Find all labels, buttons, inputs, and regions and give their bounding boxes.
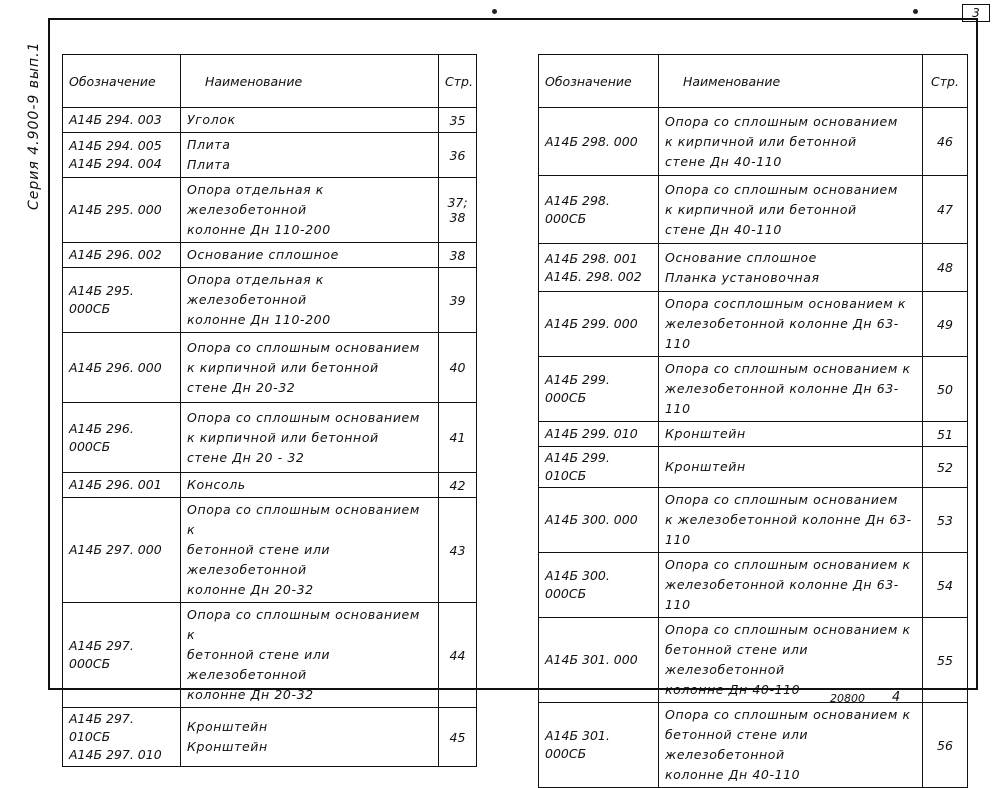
row-name: Уголок — [181, 108, 439, 133]
row-page: 51 — [923, 422, 968, 447]
row-designation: А14Б 299. 010СБ — [539, 447, 659, 488]
row-name: Опора со сплошным основанием к бетонной стене или железобетонной колонне Дн 20-32 — [181, 498, 439, 603]
row-name: Опора со сплошным основанием к кирпичной или бетонной стене Дн 20-32 — [181, 333, 439, 403]
row-page: 49 — [923, 292, 968, 357]
header-designation: Обозначение — [539, 55, 659, 108]
table-row — [63, 268, 477, 333]
row-designation: А14Б 300. 000 — [539, 488, 659, 553]
contents-table-left — [62, 54, 477, 767]
row-designation: А14Б 299. 000 — [539, 292, 659, 357]
row-designation: А14Б 297. 010СБ А14Б 297. 010 — [63, 708, 181, 767]
row-designation: А14Б 296. 002 — [63, 243, 181, 268]
row-page: 47 — [923, 176, 968, 244]
page-number: 3 — [962, 4, 990, 22]
row-page: 55 — [923, 618, 968, 703]
row-page: 42 — [439, 473, 477, 498]
punch-mark — [913, 9, 918, 14]
row-name: Консоль — [181, 473, 439, 498]
row-name: Кронштейн — [659, 422, 923, 447]
row-designation: А14Б 299. 000СБ — [539, 357, 659, 422]
row-name: Кронштейн Кронштейн — [181, 708, 439, 767]
row-name: Опора со сплошным основанием к кирпичной или бетонной стене Дн 40-110 — [659, 108, 923, 176]
row-page: 39 — [439, 268, 477, 333]
row-page: 56 — [923, 703, 968, 788]
header-name: Наименование — [181, 55, 439, 108]
row-designation: А14Б 301. 000 — [539, 618, 659, 703]
table-row — [63, 498, 477, 603]
row-designation: А14Б 297. 000 — [63, 498, 181, 603]
row-name: Опора со сплошным основанием к бетонной стене или железобетонной колонне Дн 20-32 — [181, 603, 439, 708]
header-page: Стр. — [439, 55, 477, 108]
row-name: Опора со сплошным основанием к железобетонной колонне Дн 63-110 — [659, 488, 923, 553]
table-row — [63, 133, 477, 178]
table-header — [63, 55, 477, 108]
table-row — [63, 708, 477, 767]
row-page: 37; 38 — [439, 178, 477, 243]
row-page: 48 — [923, 244, 968, 292]
row-name: Опора со сплошным основанием к бетонной стене или железобетонной колонне Дн 40-110 — [659, 703, 923, 788]
row-page: 35 — [439, 108, 477, 133]
row-name: Опора со сплошным основанием к кирпичной или бетонной стене Дн 20 - 32 — [181, 403, 439, 473]
table-row — [539, 447, 968, 488]
row-designation: А14Б 295. 000 — [63, 178, 181, 243]
row-page: 38 — [439, 243, 477, 268]
header-page: Стр. — [923, 55, 968, 108]
row-name: Основание сплошное Планка установочная — [659, 244, 923, 292]
row-page: 52 — [923, 447, 968, 488]
row-designation: А14Б 296. 000СБ — [63, 403, 181, 473]
table-row — [539, 244, 968, 292]
table-row — [539, 422, 968, 447]
table-row — [63, 333, 477, 403]
row-page: 53 — [923, 488, 968, 553]
row-name: Опора со сплошным основанием к железобетонной колонне Дн 63-110 — [659, 553, 923, 618]
row-designation: А14Б 296. 000 — [63, 333, 181, 403]
table-row — [539, 357, 968, 422]
row-page: 40 — [439, 333, 477, 403]
row-name: Опора сосплошным основанием к железобетонной колонне Дн 63-110 — [659, 292, 923, 357]
row-name: Опора со сплошным основанием к кирпичной или бетонной стене Дн 40-110 — [659, 176, 923, 244]
contents-table-right — [538, 54, 968, 788]
series-label: Серия 4.900-9 вып.1 — [26, 41, 42, 210]
row-designation: А14Б 294. 005 А14Б 294. 004 — [63, 133, 181, 178]
table-row — [63, 473, 477, 498]
row-designation: А14Б 298. 000СБ — [539, 176, 659, 244]
row-designation: А14Б 296. 001 — [63, 473, 181, 498]
row-page: 41 — [439, 403, 477, 473]
header-designation: Обозначение — [63, 55, 181, 108]
table-header — [539, 55, 968, 108]
table-row — [539, 488, 968, 553]
footer-code: 20800 — [830, 692, 865, 705]
row-page: 36 — [439, 133, 477, 178]
table-row — [539, 108, 968, 176]
row-page: 45 — [439, 708, 477, 767]
row-page: 43 — [439, 498, 477, 603]
row-name: Опора отдельная к железобетонной колонне Дн 110-200 — [181, 268, 439, 333]
table-row — [539, 176, 968, 244]
row-designation: А14Б 299. 010 — [539, 422, 659, 447]
row-designation: А14Б 301. 000СБ — [539, 703, 659, 788]
row-name: Опора со сплошным основанием к железобетонной колонне Дн 63-110 — [659, 357, 923, 422]
row-page: 46 — [923, 108, 968, 176]
row-designation: А14Б 294. 003 — [63, 108, 181, 133]
row-name: Кронштейн — [659, 447, 923, 488]
table-row — [63, 243, 477, 268]
table-row — [539, 618, 968, 703]
row-designation: А14Б 298. 001 А14Б. 298. 002 — [539, 244, 659, 292]
punch-mark — [492, 9, 497, 14]
row-name: Плита Плита — [181, 133, 439, 178]
row-designation: А14Б 300. 000СБ — [539, 553, 659, 618]
row-page: 44 — [439, 603, 477, 708]
row-page: 50 — [923, 357, 968, 422]
footer-sheet: 4 — [892, 690, 901, 705]
row-designation: А14Б 298. 000 — [539, 108, 659, 176]
table-row — [63, 178, 477, 243]
table-row — [63, 108, 477, 133]
row-name: Основание сплошное — [181, 243, 439, 268]
row-name: Опора со сплошным основанием к бетонной стене или железобетонной колонне Дн 40-110 — [659, 618, 923, 703]
header-name: Наименование — [659, 55, 923, 108]
table-row — [539, 553, 968, 618]
row-name: Опора отдельная к железобетонной колонне Дн 110-200 — [181, 178, 439, 243]
table-row — [539, 703, 968, 788]
row-designation: А14Б 297. 000СБ — [63, 603, 181, 708]
table-row — [539, 292, 968, 357]
table-row — [63, 403, 477, 473]
row-page: 54 — [923, 553, 968, 618]
row-designation: А14Б 295. 000СБ — [63, 268, 181, 333]
table-row — [63, 603, 477, 708]
